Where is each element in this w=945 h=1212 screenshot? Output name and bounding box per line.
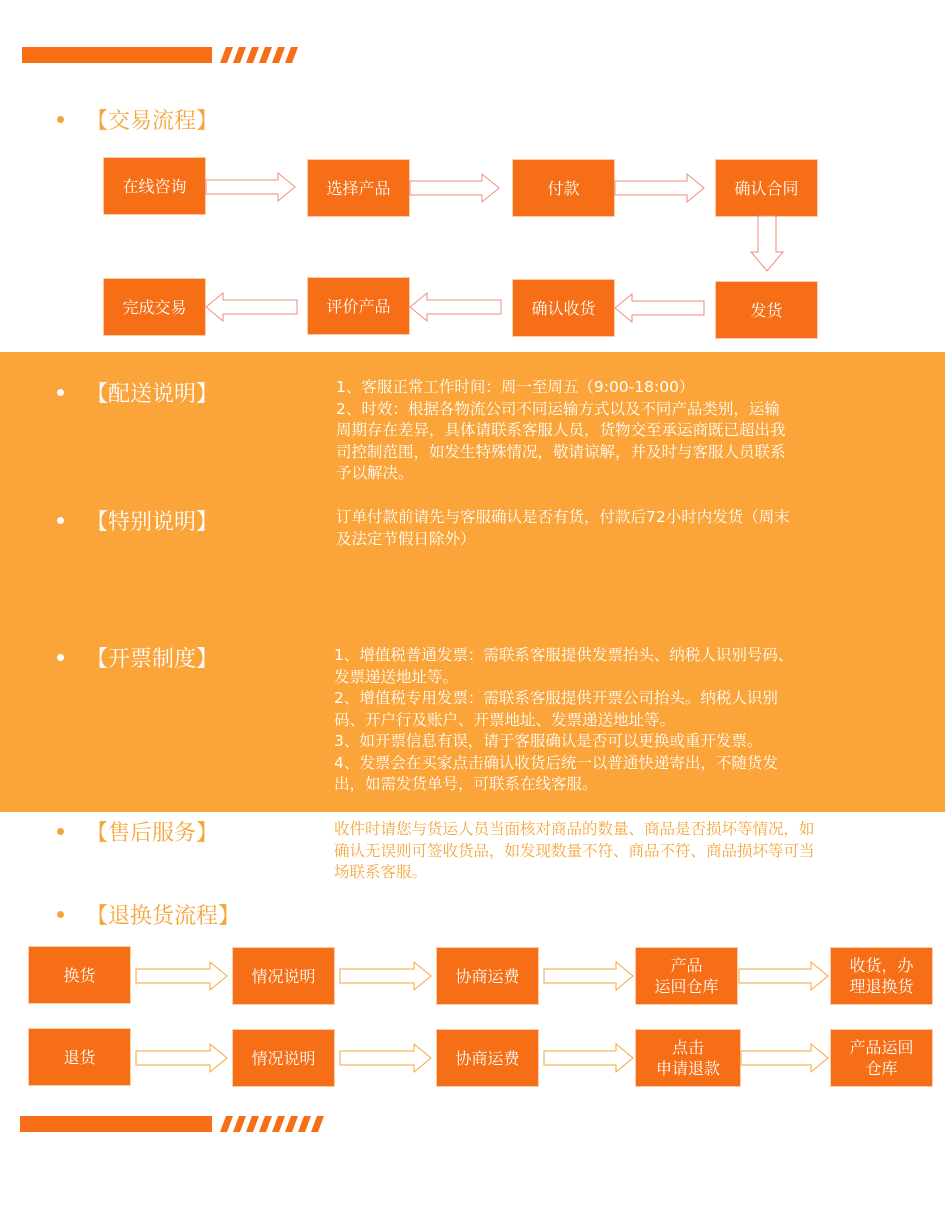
special-heading: 【特别说明】: [86, 510, 219, 535]
returns-heading: 【退换货流程】: [86, 904, 241, 929]
arrow-left-icon: [206, 292, 298, 322]
arrow-right-icon: [136, 961, 228, 991]
bullet-returns: [57, 911, 64, 918]
trade-step-complete: 完成交易: [104, 279, 205, 335]
trade-step-contract: 确认合同: [716, 160, 817, 216]
arrow-right-icon: [544, 1043, 634, 1073]
refund-step-shipping-fee: 协商运费: [437, 1030, 538, 1086]
arrow-left-icon: [410, 292, 502, 322]
bullet-special: [57, 517, 64, 524]
arrow-right-icon: [410, 173, 500, 203]
aftersales-heading: 【售后服务】: [86, 821, 219, 846]
invoice-heading: 【开票制度】: [86, 647, 219, 672]
exchange-step-return-to-warehouse: 产品 运回仓库: [636, 948, 737, 1004]
exchange-step-receive-process: 收货，办 理退换货: [831, 948, 932, 1004]
refund-step-return: 退货: [29, 1029, 130, 1085]
trade-step-ship: 发货: [716, 282, 817, 338]
trade-heading: 【交易流程】: [86, 109, 219, 134]
arrow-down-icon: [750, 216, 784, 272]
arrow-left-icon: [615, 293, 705, 323]
bullet-aftersales: [57, 828, 64, 835]
trade-step-pay: 付款: [513, 160, 614, 216]
arrow-right-icon: [544, 961, 634, 991]
delivery-text: 1、客服正常工作时间：周一至周五（9:00-18:00） 2、时效：根据各物流公司不同运输方式以及不同产品类别，运输 周期存在差异，具体请联系客服人员，货物交至承运商既已超出我 司控制范围，如发生特殊情况，敬请谅解，并及时与客服人员联系 予以解决。: [336, 378, 786, 482]
arrow-right-icon: [206, 172, 296, 202]
bullet-trade: [57, 116, 64, 123]
bullet-delivery: [57, 389, 64, 396]
bottom-decorative-bar: [20, 1116, 328, 1132]
special-text: 订单付款前请先与客服确认是否有货，付款后72小时内发货（周末 及法定节假日除外）: [336, 508, 790, 548]
delivery-heading: 【配送说明】: [86, 382, 219, 407]
trade-step-receive: 确认收货: [513, 280, 614, 336]
arrow-right-icon: [340, 1043, 432, 1073]
top-decorative-bar: [22, 47, 304, 63]
arrow-right-icon: [136, 1043, 228, 1073]
arrow-right-icon: [739, 961, 829, 991]
refund-step-explain: 情况说明: [233, 1030, 334, 1086]
arrow-right-icon: [615, 173, 705, 203]
trade-step-review: 评价产品: [308, 278, 409, 334]
refund-step-apply-refund: 点击 申请退款: [636, 1030, 740, 1086]
invoice-text: 1、增值税普通发票：需联系客服提供发票抬头、纳税人识别号码、 发票递送地址等。 2、增值税专用发票：需联系客服提供开票公司抬头。纳税人识别 码、开户行及账户、开票地址、发票递送地址等。 3、如开票信息有误，请于客服确认是否可以更换或重开发票。 4、发票会在买家点击确认收货后统一以普通快递寄出，不随货发 出，如需发货单号，可联系在线客服。: [334, 646, 794, 793]
trade-step-select: 选择产品: [308, 160, 409, 216]
aftersales-text: 收件时请您与货运人员当面核对商品的数量、商品是否损坏等情况，如 确认无误则可签收货品，如发现数量不符、商品不符、商品损坏等可当 场联系客服。: [334, 820, 815, 881]
trade-step-consult: 在线咨询: [104, 158, 205, 214]
bullet-invoice: [57, 654, 64, 661]
exchange-step-shipping-fee: 协商运费: [437, 948, 538, 1004]
exchange-step-exchange: 换货: [29, 947, 130, 1003]
exchange-step-explain: 情况说明: [233, 948, 334, 1004]
arrow-right-icon: [340, 961, 432, 991]
arrow-right-icon: [741, 1043, 829, 1073]
refund-step-return-to-warehouse: 产品运回 仓库: [831, 1030, 932, 1086]
